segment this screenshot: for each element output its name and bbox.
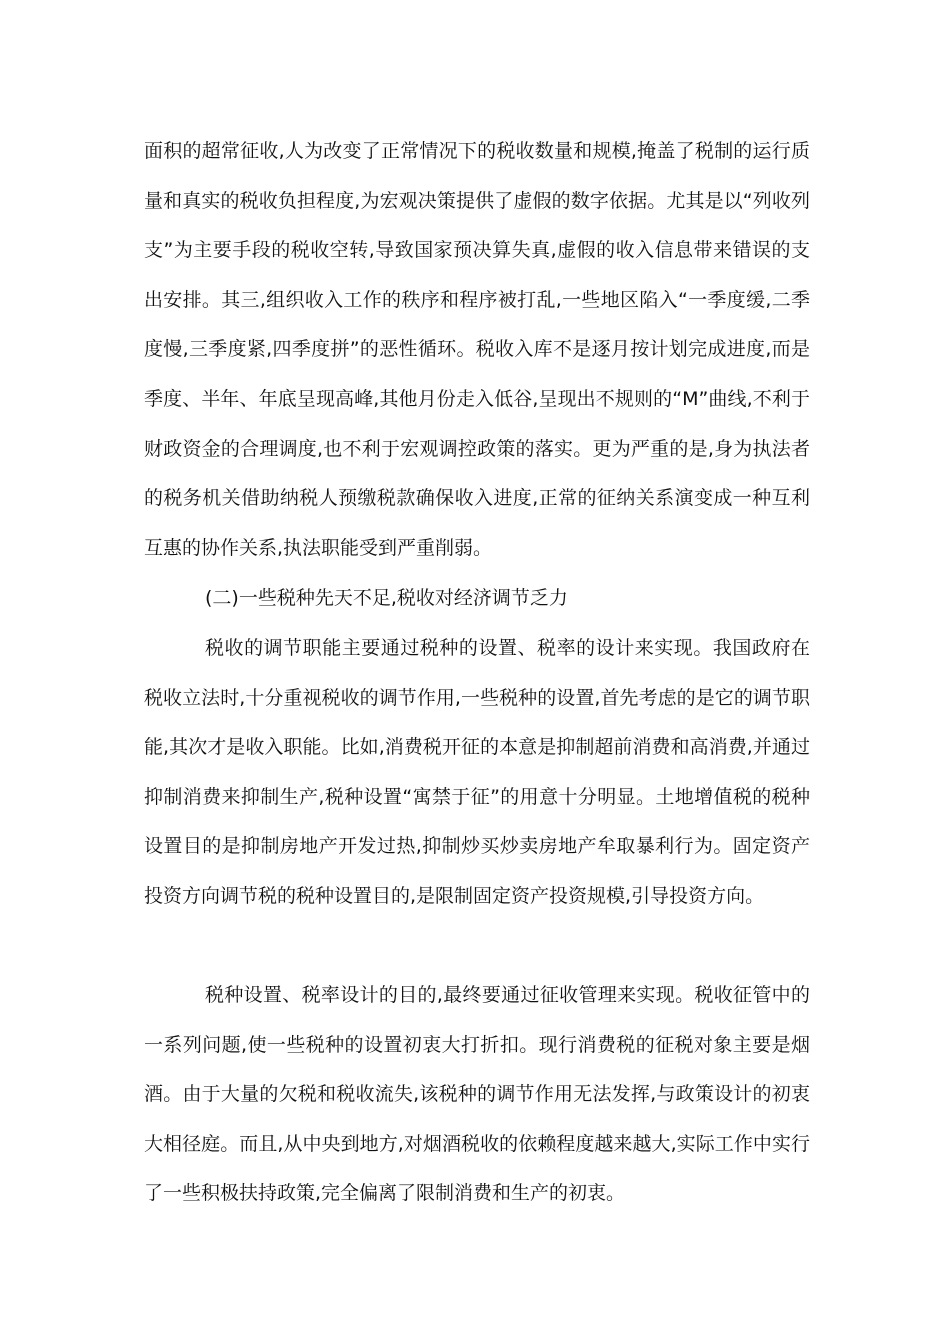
- paragraph-collection-management: 税种设置、税率设计的目的,最终要通过征收管理来实现。税收征管中的一系列问题,使一些税种的设置初衷大打折扣。现行消费税的征税对象主要是烟酒。由于大量的欠税和税收流失,该税种的调节作用无法发挥,与政策设计的初衷大相径庭。而且,从中央到地方,对烟酒税收的依赖程度越来越大,实际工作中实行了一些积极扶持政策,完全偏离了限制消费和生产的初衷。: [144, 984, 810, 1205]
- paragraph-regulation-function: 税收的调节职能主要通过税种的设置、税率的设计来实现。我国政府在税收立法时,十分重视税收的调节作用,一些税种的设置,首先考虑的是它的调节职能,其次才是收入职能。比如,消费税开征的本意是抑制超前消费和高消费,并通过抑制消费来抑制生产,税种设置“寓禁于征”的用意十分明显。土地增值税的税种设置目的是抑制房地产开发过热,抑制炒买炒卖房地产牟取暴利行为。固定资产投资方向调节税的税种设置目的,是限制固定资产投资规模,引导投资方向。: [144, 637, 810, 907]
- paragraph-continuation: 面积的超常征收,人为改变了正常情况下的税收数量和规模,掩盖了税制的运行质量和真实的税收负担程度,为宏观决策提供了虚假的数字依据。尤其是以“列收列支”为主要手段的税收空转,导致国家预决算失真,虚假的收入信息带来错误的支出安排。其三,组织收入工作的秩序和程序被打乱,一些地区陷入“一季度缓,二季度慢,三季度紧,四季度拼”的恶性循环。税收入库不是逐月按计划完成进度,而是季度、半年、年底呈现高峰,其他月份走入低谷,呈现出不规则的“M”曲线,不利于财政资金的合理调度,也不利于宏观调控政策的落实。更为严重的是,身为执法者的税务机关借助纳税人预缴税款确保收入进度,正常的征纳关系演变成一种互利互惠的协作关系,执法职能受到严重削弱。: [144, 140, 810, 559]
- section-heading: (二)一些税种先天不足,税收对经济调节乏力: [205, 587, 568, 609]
